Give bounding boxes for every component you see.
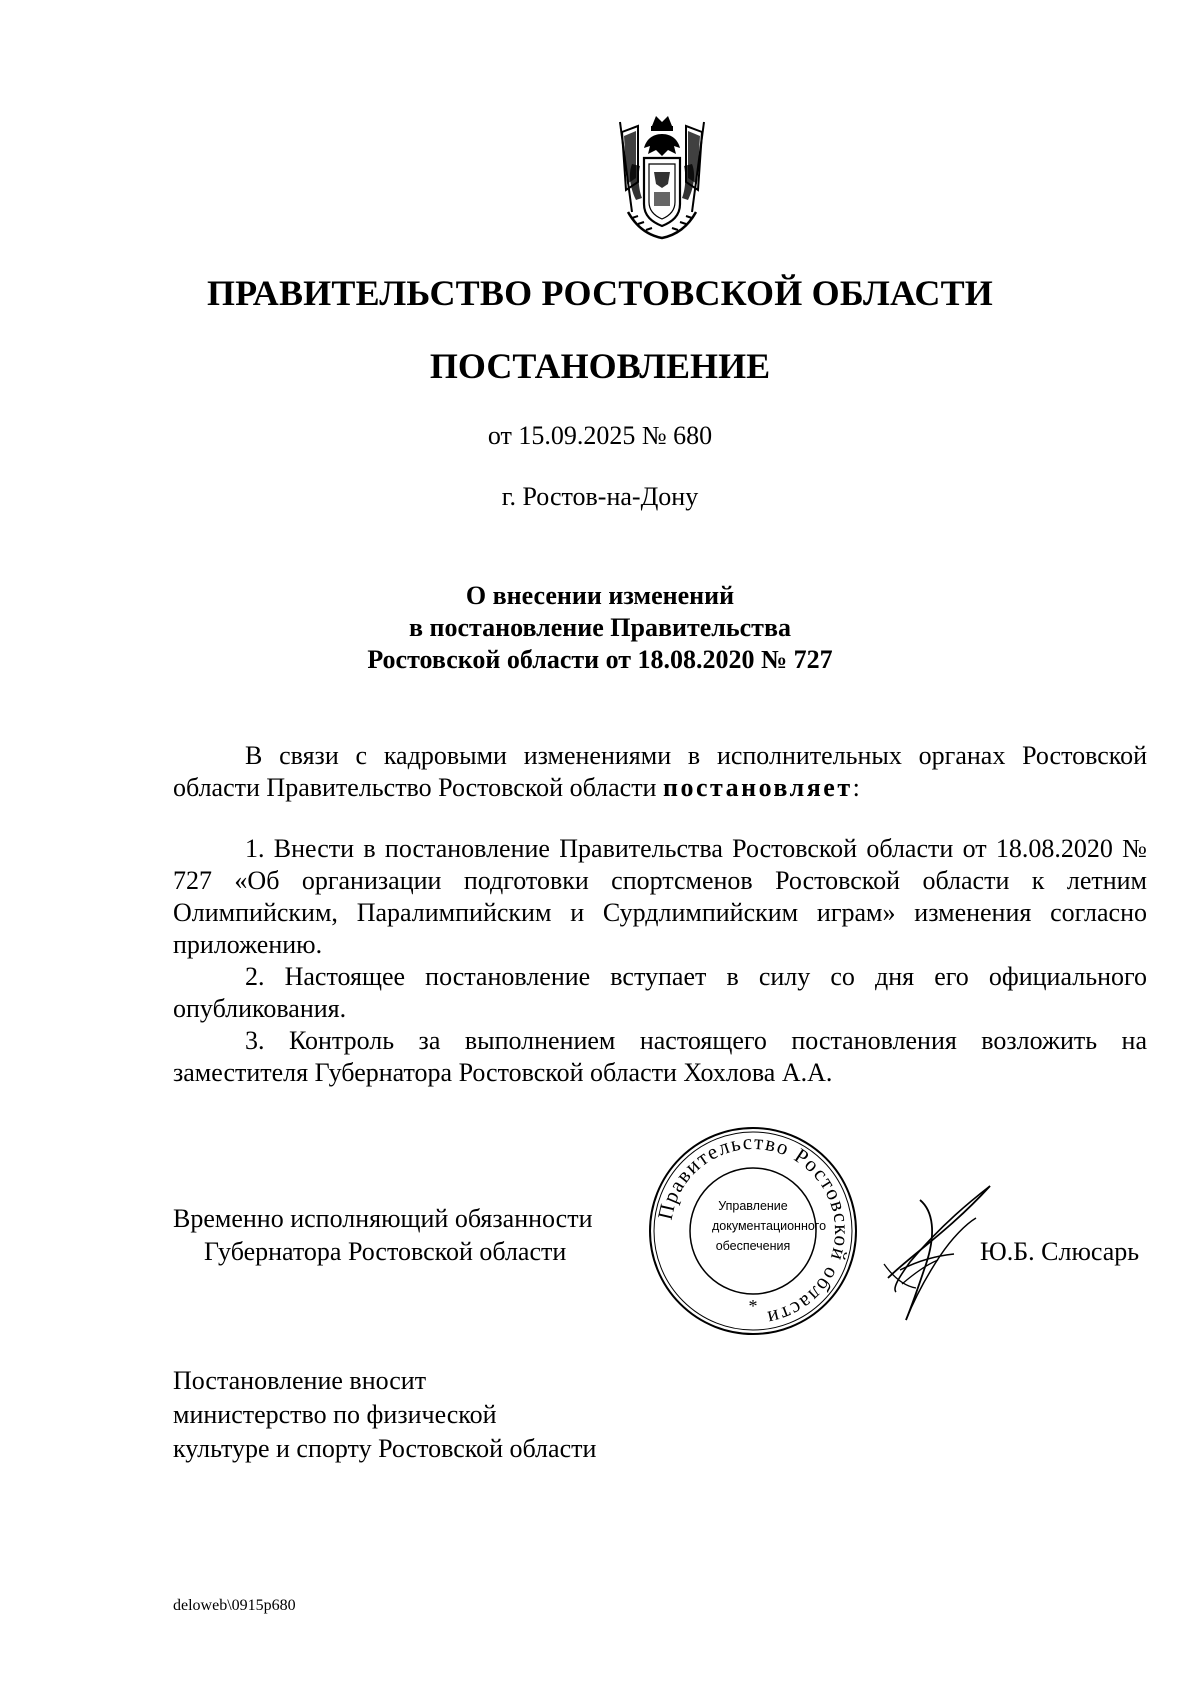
signer-position — [173, 1202, 593, 1268]
document-type: ПОСТАНОВЛЕНИЕ — [429, 346, 771, 386]
intro-paragraph — [173, 740, 1147, 804]
originator-note — [173, 1364, 596, 1466]
seal-ring-text: Правительство Ростовской области — [652, 1129, 855, 1331]
originator-line: культуре и спорту Ростовской области — [173, 1434, 597, 1463]
signer-name: Ю.Б. Слюсарь — [980, 1237, 1140, 1266]
signer-position-line: Губернатора Ростовской области — [204, 1237, 567, 1266]
resolution-item: 1. Внести в постановление Правительства Ростовской области от 18.08.2020 № 727 «Об организации подготовки спортсменов Ростовской области к летним Олимпийским, Паралимпийским и Сурдлимпийским играм» изменения согласно приложению. — [173, 834, 1147, 959]
coat-of-arms-icon — [602, 112, 722, 244]
originator-line: министерство по физической — [173, 1400, 497, 1429]
document-reference: deloweb\0915p680 — [173, 1597, 296, 1614]
resolution-items — [173, 833, 1147, 1089]
signer-position-line: Временно исполняющий обязанности — [173, 1204, 593, 1233]
subject-line: в постановление Правительства — [408, 613, 791, 642]
intro-end: : — [852, 773, 860, 802]
originator-line: Постановление вносит — [173, 1366, 427, 1395]
official-seal — [648, 1126, 858, 1336]
seal-inner-line: обеспечения — [715, 1239, 791, 1253]
resolves-keyword: постановляет — [662, 773, 853, 802]
subject-line: Ростовской области от 18.08.2020 № 727 — [367, 645, 833, 674]
seal-inner-line: Управление — [718, 1199, 788, 1213]
seal-inner-text — [712, 1196, 827, 1256]
seal-inner-line: документационного — [712, 1219, 827, 1233]
resolution-item: 3. Контроль за выполнением настоящего постановления возложить на заместителя Губернатора Ростовской области Хохлова А.А. — [173, 1026, 1147, 1087]
document-city: г. Ростов-на-Дону — [501, 482, 699, 511]
government-title: ПРАВИТЕЛЬСТВО РОСТОВСКОЙ ОБЛАСТИ — [206, 273, 994, 313]
resolution-item: 2. Настоящее постановление вступает в силу со дня его официального опубликования. — [173, 962, 1147, 1023]
document-date-number: от 15.09.2025 № 680 — [487, 421, 713, 450]
seal-star: * — [748, 1296, 758, 1316]
subject-line: О внесении изменений — [465, 581, 735, 610]
document-subject — [0, 580, 1200, 676]
intro-text: В связи с кадровыми изменениями в исполнительных органах Ростовской области Правительство Ростовской области — [173, 741, 1147, 802]
